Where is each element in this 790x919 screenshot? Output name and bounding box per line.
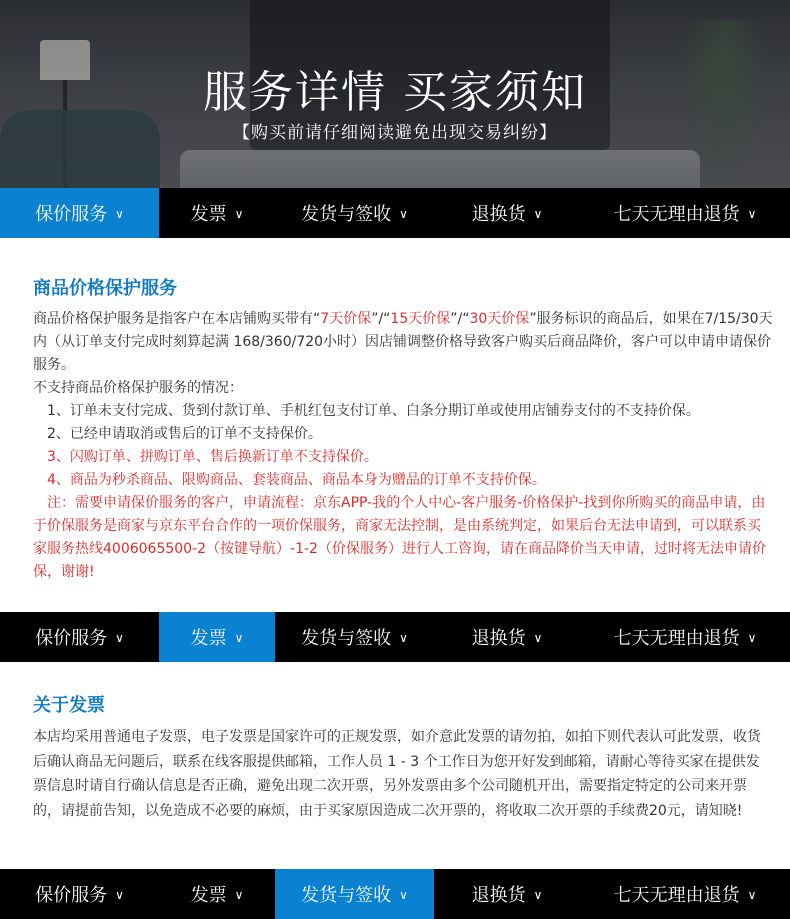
tab-shipping[interactable] bbox=[275, 188, 434, 238]
tab-shipping[interactable] bbox=[275, 612, 434, 662]
tab-price-protection[interactable] bbox=[0, 188, 159, 238]
price-protection-note: 注：需要申请保价服务的客户，申请流程：京东APP-我的个人中心-客户服务-价格保护-找到你所购买的商品申请，由于价保服务是商家与京东平台合作的一项价保服务，商家无法控制，是由系统判定，如果后台无法申请到，可以联系买家服务热线4006065500-2（按键导航）-1-2（价保服务）进行人工咨询，请在商品降价当天申请，过时将无法申请价保，谢谢! bbox=[33, 495, 766, 580]
tab-label: 退换货 bbox=[471, 628, 526, 649]
tab-label: 发货与签收 bbox=[301, 885, 392, 906]
price-protection-intro bbox=[33, 308, 773, 377]
tab-label: 七天无理由退货 bbox=[613, 628, 740, 649]
list-item: 2、已经申请取消或售后的订单不支持保价。 bbox=[47, 426, 322, 442]
tab-invoice[interactable] bbox=[159, 188, 275, 238]
tab-returns[interactable] bbox=[434, 869, 580, 919]
tab-label: 发票 bbox=[190, 628, 227, 649]
chevron-down-icon: ∨ bbox=[747, 888, 757, 902]
chevron-down-icon: ∨ bbox=[115, 631, 124, 645]
tab-seven-day-return[interactable] bbox=[580, 869, 790, 919]
tab-returns[interactable] bbox=[434, 188, 580, 238]
tab-price-protection[interactable] bbox=[0, 869, 159, 919]
section-title: 商品价格保护服务 bbox=[33, 278, 177, 299]
tab-label: 发票 bbox=[190, 885, 227, 906]
tag-30-day: 30天价保 bbox=[469, 311, 530, 327]
chevron-down-icon: ∨ bbox=[399, 888, 408, 902]
price-protection-section bbox=[33, 274, 773, 584]
bed-image bbox=[180, 150, 700, 188]
tab-invoice[interactable] bbox=[159, 612, 275, 662]
intro-text: ”服务标识的商品后，如果在7/15/30天内（从订单支付完成时刻算起满 168/360/720小时）因店铺调整价格导致客户购买后商品降价，客户可以申请申请保价服务。 bbox=[33, 311, 773, 373]
chevron-down-icon: ∨ bbox=[399, 207, 408, 221]
unsupported-title: 不支持商品价格保护服务的情况： bbox=[33, 380, 243, 396]
chevron-down-icon: ∨ bbox=[115, 888, 124, 902]
chevron-down-icon: ∨ bbox=[399, 631, 408, 645]
tag-7-day: 7天价保 bbox=[320, 311, 372, 327]
hero-subtitle: 【购买前请仔细阅读避免出现交易纠纷】 bbox=[233, 123, 557, 143]
intro-text: 商品价格保护服务是指客户在本店铺购买带有“ bbox=[33, 311, 321, 327]
tab-label: 发货与签收 bbox=[301, 204, 392, 225]
tabbar-shipping bbox=[0, 869, 790, 919]
hero-banner bbox=[0, 0, 790, 188]
tag-15-day: 15天价保 bbox=[390, 311, 451, 327]
hero-title: 服务详情 买家须知 bbox=[203, 67, 587, 118]
tab-shipping[interactable] bbox=[275, 869, 434, 919]
tab-price-protection[interactable] bbox=[0, 612, 159, 662]
tab-label: 发货与签收 bbox=[301, 628, 392, 649]
chevron-down-icon: ∨ bbox=[115, 207, 124, 221]
tabbar-invoice bbox=[0, 612, 790, 662]
invoice-section bbox=[33, 691, 773, 823]
tab-label: 退换货 bbox=[471, 204, 526, 225]
tab-label: 保价服务 bbox=[35, 628, 108, 649]
list-item: 1、订单未支付完成、货到付款订单、手机红包支付订单、白条分期订单或使用店铺券支付的不支持价保。 bbox=[47, 403, 700, 419]
tab-label: 保价服务 bbox=[35, 885, 108, 906]
section-title: 关于发票 bbox=[33, 695, 105, 716]
tab-label: 发票 bbox=[190, 204, 227, 225]
tab-seven-day-return[interactable] bbox=[580, 612, 790, 662]
tab-invoice[interactable] bbox=[159, 869, 275, 919]
chevron-down-icon: ∨ bbox=[234, 631, 244, 645]
list-item: 3、闪购订单、拼购订单、售后换新订单不支持保价。 bbox=[47, 449, 378, 465]
tab-returns[interactable] bbox=[434, 612, 580, 662]
tab-label: 保价服务 bbox=[35, 204, 108, 225]
chevron-down-icon: ∨ bbox=[533, 207, 543, 221]
chevron-down-icon: ∨ bbox=[234, 207, 244, 221]
tab-label: 七天无理由退货 bbox=[613, 885, 740, 906]
chevron-down-icon: ∨ bbox=[747, 631, 757, 645]
chevron-down-icon: ∨ bbox=[747, 207, 757, 221]
tab-label: 退换货 bbox=[471, 885, 526, 906]
chevron-down-icon: ∨ bbox=[234, 888, 244, 902]
tab-seven-day-return[interactable] bbox=[580, 188, 790, 238]
tabbar-price-protection bbox=[0, 188, 790, 238]
invoice-body: 本店均采用普通电子发票，电子发票是国家许可的正规发票，如介意此发票的请勿拍，如拍下则代表认可此发票，收货后确认商品无问题后，联系在线客服提供邮箱，工作人员 1 - 3 个工作日为您开好发到邮箱，请耐心等待买家在提供发票信息时请自行确认信息是否正确，避免出现二次开票，另外发票由多个公司随机开出，需要指定特定的公司来开票的，请提前告知，以免造成不必要的麻烦，由于买家原因造成二次开票的，将收取二次开票的手续费20元，请知晓! bbox=[33, 729, 761, 819]
tab-label: 七天无理由退货 bbox=[613, 204, 740, 225]
separator: ”/“ bbox=[450, 311, 470, 327]
chevron-down-icon: ∨ bbox=[533, 631, 543, 645]
chevron-down-icon: ∨ bbox=[533, 888, 543, 902]
list-item: 4、商品为秒杀商品、限购商品、套装商品、商品本身为赠品的订单不支持价保。 bbox=[47, 472, 546, 488]
separator: ”/“ bbox=[371, 311, 391, 327]
